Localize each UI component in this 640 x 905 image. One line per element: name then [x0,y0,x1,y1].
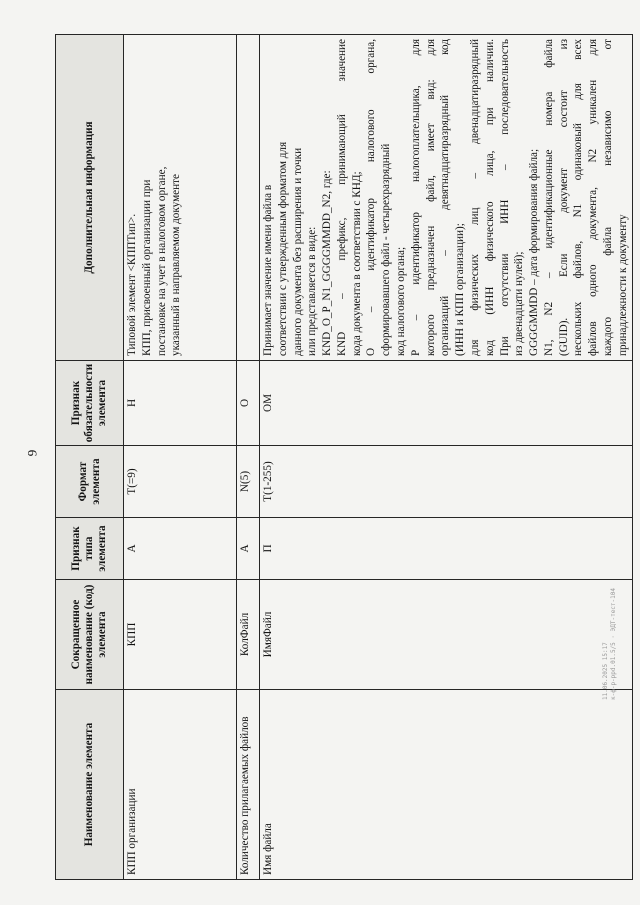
table-row [260,35,633,880]
info-line: O – идентификатор налогового органа, [365,39,378,356]
info-line: сформировавшего файл - четырехразрядный [380,143,393,356]
info-line: принадлежности к документу [616,214,629,356]
info-line: KND_O_P_N1_GGGGMMDD_N2, где: [321,170,334,356]
table-row [124,35,237,880]
header-element-type: Признак типа элемента [56,518,124,580]
info-line: организаций – девятнадцатиразрядный код [439,39,452,356]
info-line: указанный в направляемом документе [170,174,183,356]
info-line: файлов одного документа, N2 уникален для [587,39,600,356]
info-line: GGGGMMDD – дата формирования файла; [528,148,541,356]
info-line: данного документа без расширения и точки [291,147,304,356]
info-line: Принимает значение имени файла в [262,184,274,356]
cell-info [260,35,633,361]
info-line: нескольких файлов, N1 одинаковый для всех [572,39,585,356]
info-line: для физических лиц – двенадцатиразрядный [468,39,481,356]
table-header-row [56,35,124,880]
info-line: Типовой элемент <КППТип>. [126,213,138,356]
page-number: 9 [24,449,40,457]
info-line: или представляется в виде: [306,226,319,356]
cell-name: Количество прилагаемых файлов [237,690,260,880]
cell-type: П [260,518,633,580]
info-line: код (ИНН физического лица, при наличии. [483,39,496,356]
info-line: P – идентификатор налогоплательщика, для [409,39,422,356]
header-element-required: Признак обязательности элемента [56,361,124,446]
cell-name: Имя файла [260,690,633,880]
info-line: которого предназначен файл, имеет вид: для [424,39,437,356]
header-element-format: Формат элемента [56,446,124,518]
info-line: код налогового органа; [395,246,408,356]
table-row [237,35,260,880]
cell-required: Н [124,361,237,446]
element-spec-table [55,34,633,880]
footer-note-line: 11.06.2025 15:17 [602,642,609,700]
cell-code: ИмяФайл [260,580,633,690]
info-line: из двенадцати нулей); [513,251,526,356]
info-line: (ИНН и КПП организации); [454,223,467,356]
header-element-name: Наименование элемента [56,690,124,880]
cell-type: А [124,518,237,580]
header-element-code: Сокращенное наименование (код) элемента [56,580,124,690]
cell-required: ОМ [260,361,633,446]
cell-type: А [237,518,260,580]
cell-code: КолФайл [237,580,260,690]
header-additional-info: Дополнительная информация [56,35,124,361]
footer-note-line: к-ф-p-ppd.01.5/5 · ЭДТ-тест-104 [610,588,618,700]
info-line: KND – префикс, принимающий значение [335,39,348,356]
info-line: (GUID). Если документ состоит из [557,39,570,356]
cell-format: T(1-255) [260,446,633,518]
info-line: кода документа в соответствии с КНД; [350,171,363,356]
footer-note [602,588,619,700]
info-line: соответствии с утвержденным форматом для [276,141,289,356]
cell-code: КПП [124,580,237,690]
info-line: постановке на учет в налоговом органе, [155,166,168,356]
cell-format: N(5) [237,446,260,518]
cell-format: T(=9) [124,446,237,518]
cell-info [124,35,237,361]
info-line: КПП, присвоенный организации при [140,179,153,356]
info-line: каждого файла независимо от [601,39,614,356]
cell-info [237,35,260,361]
cell-name: КПП организации [124,690,237,880]
cell-required: О [237,361,260,446]
info-line: При отсутствии ИНН – последовательность [498,39,511,356]
info-line: N1, N2 – идентификационные номера файла [542,39,555,356]
